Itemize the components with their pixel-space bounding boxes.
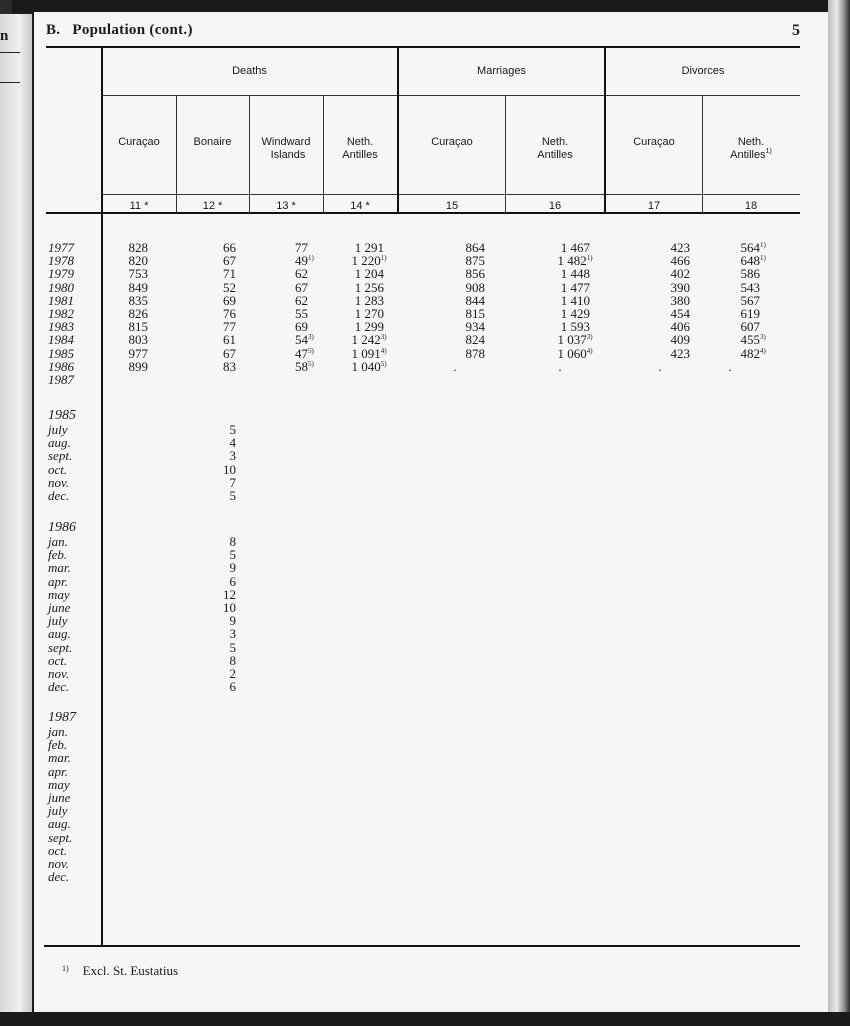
- table-cell: 71: [223, 266, 236, 282]
- table-cell: 878: [465, 345, 485, 361]
- row-period: apr.: [48, 573, 68, 589]
- table-cell: 67: [295, 279, 308, 295]
- footnote-marker: 1): [760, 254, 766, 263]
- table-cell: 1 283: [354, 292, 384, 308]
- table-cell: 753: [128, 266, 148, 282]
- footnote-marker: 5): [308, 359, 314, 368]
- table-cell: 3: [229, 626, 236, 642]
- previous-page-fragment: n: [0, 28, 9, 44]
- table-cell: 1 299: [354, 319, 384, 335]
- table-cell: 12: [223, 586, 236, 602]
- table-cell: 864: [465, 240, 485, 255]
- section-letter: B.: [46, 22, 61, 38]
- table-cell: 77: [223, 319, 236, 335]
- table-cell: 977: [128, 345, 148, 361]
- table-cell: 55: [295, 306, 308, 321]
- table-cell: .: [658, 358, 662, 374]
- row-period: feb.: [48, 737, 68, 753]
- table-cell: 54$^{3)}$: [295, 332, 314, 348]
- table-cell: 1 204: [354, 266, 384, 282]
- row-period: apr.: [48, 763, 68, 779]
- table-cell: 5: [229, 639, 236, 655]
- table-cell: 1 091$^{4)}$: [351, 345, 387, 361]
- footnote-marker: 1): [586, 254, 593, 263]
- footnote-mark: 1): [62, 964, 69, 973]
- footnote-marker: 4): [586, 346, 593, 355]
- row-period: dec.: [48, 679, 70, 695]
- subheader-rule: [102, 95, 800, 96]
- row-period: june: [48, 790, 71, 805]
- table-cell: 1 448: [560, 266, 590, 282]
- table-cell: 8: [229, 534, 236, 549]
- table-cell: 406: [670, 319, 690, 335]
- header-bottom-rule: [46, 212, 800, 214]
- table-cell: 454: [670, 306, 690, 321]
- row-period: nov.: [48, 856, 70, 871]
- table-cell: 844: [465, 292, 485, 308]
- table-cell: .: [453, 358, 457, 374]
- column-number: 18: [744, 200, 758, 212]
- row-period: 1984: [48, 332, 74, 348]
- table-cell: 1 482$^{1)}$: [557, 253, 593, 269]
- column-number: 11 *: [129, 200, 149, 212]
- block-year: 1987: [48, 710, 76, 725]
- table-cell: 1 429: [560, 306, 590, 321]
- column-number: 14 *: [350, 200, 370, 212]
- table-cell: 47$^{5)}$: [295, 345, 314, 361]
- table-cell: 1 270: [354, 306, 384, 321]
- table-cell: 1 410: [560, 292, 590, 308]
- table-cell: 6: [229, 679, 236, 695]
- table-cell: 826: [128, 306, 148, 321]
- scan-bottom-edge: [0, 1012, 850, 1026]
- table-cell: 803: [128, 332, 148, 348]
- footnote-marker: 1): [765, 148, 772, 155]
- row-period: 1987: [48, 372, 74, 387]
- table-cell: 835: [128, 292, 148, 308]
- table-cell: 390: [670, 279, 690, 295]
- column-header-divorces-curacao: Curaçao: [633, 136, 675, 148]
- document-page: [34, 12, 828, 1012]
- table-cell: 1 291: [354, 240, 384, 255]
- table-cell: 5: [229, 547, 236, 563]
- row-period: may: [48, 776, 70, 792]
- row-period: june: [48, 600, 71, 615]
- table-cell: 5: [229, 488, 236, 503]
- row-period: sept.: [48, 448, 73, 464]
- table-cell: 1 256: [354, 279, 384, 295]
- table-cell: 1 477: [560, 279, 590, 295]
- table-cell: 69: [223, 292, 236, 308]
- table-cell: 9: [229, 560, 236, 576]
- column-header-deaths-neth-antilles: Neth. Antilles: [342, 136, 378, 161]
- row-period: aug.: [48, 816, 71, 832]
- block-year: 1986: [48, 520, 76, 535]
- footnote-marker: 5): [380, 359, 387, 368]
- row-period: dec.: [48, 869, 70, 885]
- table-cell: 482$^{4)}$: [740, 345, 766, 361]
- table-cell: 856: [465, 266, 485, 282]
- table-cell: 828: [128, 240, 148, 255]
- table-cell: 1 040$^{5)}$: [351, 358, 387, 374]
- table-cell: 1 037$^{3)}$: [557, 332, 593, 348]
- footnote: [62, 963, 178, 979]
- table-cell: 52: [223, 279, 236, 295]
- row-period: 1983: [48, 319, 74, 335]
- scan-top-edge: [0, 0, 850, 12]
- column-header-deaths-curacao: Curaçao: [118, 136, 160, 148]
- row-period: 1986: [48, 358, 74, 374]
- table-cell: 899: [128, 358, 148, 374]
- table-cell: 409: [670, 332, 690, 348]
- table-cell: 466: [670, 253, 690, 269]
- footnote-marker: 5): [308, 346, 314, 355]
- table-cell: 1 467: [560, 240, 590, 255]
- row-period: july: [48, 803, 68, 819]
- footnote-marker: 1): [380, 254, 387, 263]
- section-title: Population (cont.): [72, 22, 193, 38]
- footnote-text: Excl. St. Eustatius: [82, 963, 179, 978]
- table-cell: 10: [223, 600, 236, 615]
- table-cell: 380: [670, 292, 690, 308]
- row-period: july: [48, 613, 68, 629]
- row-period: aug.: [48, 435, 71, 451]
- table-cell: 67: [223, 345, 236, 361]
- table-cell: 824: [465, 332, 485, 348]
- table-cell: .: [558, 358, 562, 374]
- column-number: 15: [445, 200, 459, 212]
- table-cell: 3: [229, 448, 236, 464]
- block-year: 1985: [48, 408, 76, 423]
- table-cell: 5: [229, 422, 236, 437]
- row-period: july: [48, 422, 68, 437]
- table-cell: 423: [670, 240, 690, 255]
- row-period: 1982: [48, 306, 74, 321]
- table-cell: 815: [128, 319, 148, 335]
- table-cell: 1 593: [560, 319, 590, 335]
- table-cell: 8: [229, 652, 236, 668]
- table-cell: 10: [223, 461, 236, 477]
- table-cell: 564$^{1)}$: [740, 240, 766, 255]
- row-period: 1978: [48, 253, 74, 269]
- table-top-rule: [46, 46, 800, 48]
- column-header-deaths-windward: Windward Islands: [261, 136, 311, 161]
- footnote-marker: 4): [380, 346, 387, 355]
- table-cell: 76: [223, 306, 236, 321]
- footnote-marker: 1): [760, 241, 766, 249]
- row-period: aug.: [48, 626, 71, 642]
- footnote-marker: 3): [586, 333, 593, 342]
- footnote-marker: 3): [308, 333, 314, 342]
- row-period: nov.: [48, 474, 70, 490]
- table-cell: 61: [223, 332, 236, 348]
- previous-page-rule: [0, 82, 20, 83]
- table-cell: 455$^{3)}$: [740, 332, 766, 348]
- column-divider: [176, 95, 177, 213]
- table-cell: 9: [229, 613, 236, 629]
- row-period: nov.: [48, 666, 70, 681]
- previous-page-margin: [0, 14, 32, 1014]
- row-period: oct.: [48, 842, 68, 858]
- row-period: jan.: [48, 724, 68, 739]
- footnote-marker: 4): [760, 346, 766, 355]
- row-period: 1979: [48, 266, 74, 282]
- table-cell: 849: [128, 279, 148, 295]
- table-cell: .: [728, 358, 732, 374]
- row-period: feb.: [48, 547, 68, 563]
- column-number: 12 *: [202, 200, 223, 212]
- table-bottom-rule: [44, 945, 800, 947]
- column-number: 13 *: [276, 200, 296, 212]
- table-cell: 66: [223, 240, 236, 255]
- group-header-deaths: Deaths: [232, 65, 267, 77]
- table-cell: 607: [740, 319, 760, 335]
- column-number: 17: [647, 200, 661, 212]
- column-header-marriages-neth-antilles: Neth. Antilles: [537, 136, 573, 161]
- table-cell: 49$^{1)}$: [295, 253, 314, 269]
- table-cell: 69: [295, 319, 308, 335]
- group-header-divorces: Divorces: [681, 65, 725, 77]
- table-cell: 934: [465, 319, 485, 335]
- table-cell: 1 242$^{3)}$: [351, 332, 387, 348]
- column-header-marriages-curacao: Curaçao: [431, 136, 473, 148]
- column-number-rule: [102, 194, 800, 195]
- table-cell: 619: [740, 306, 760, 321]
- row-period: oct.: [48, 461, 68, 477]
- row-period: sept.: [48, 829, 73, 845]
- table-cell: 567: [740, 292, 760, 308]
- row-period: may: [48, 586, 70, 602]
- table-cell: 1 060$^{4)}$: [557, 345, 593, 361]
- column-header-divorces-neth-antilles: Neth. Antilles$^{1)}$: [730, 136, 772, 161]
- table-cell: 586: [740, 266, 760, 282]
- table-cell: 62: [295, 266, 308, 282]
- table-cell: 6: [229, 573, 236, 589]
- table-cell: 908: [465, 279, 485, 295]
- table-cell: 648$^{1)}$: [740, 253, 766, 269]
- table-cell: 820: [128, 253, 148, 269]
- column-header-deaths-bonaire: Bonaire: [193, 136, 232, 148]
- row-period: mar.: [48, 750, 71, 766]
- row-period: sept.: [48, 639, 73, 655]
- table-cell: 543: [740, 279, 760, 295]
- row-period: 1980: [48, 279, 74, 295]
- scan-right-edge: [828, 0, 850, 1026]
- table-cell: 4: [229, 435, 236, 451]
- table-cell: 62: [295, 292, 308, 308]
- footnote-marker: 3): [760, 333, 766, 342]
- group-header-marriages: Marriages: [477, 65, 526, 77]
- page-title: [46, 22, 193, 39]
- footnote-marker: 1): [308, 254, 314, 263]
- table-cell: 815: [465, 306, 485, 321]
- table-cell: 875: [465, 253, 485, 269]
- table-cell: 423: [670, 345, 690, 361]
- row-period: oct.: [48, 652, 68, 668]
- row-period: 1981: [48, 292, 74, 308]
- table-cell: 402: [670, 266, 690, 282]
- table-cell: 1 220$^{1)}$: [351, 253, 387, 269]
- row-period: mar.: [48, 560, 71, 576]
- table-cell: 67: [223, 253, 236, 269]
- row-period: dec.: [48, 488, 70, 503]
- row-period: 1985: [48, 345, 74, 361]
- previous-page-rule: [0, 52, 20, 53]
- stub-divider: [101, 46, 103, 946]
- table-cell: 7: [229, 474, 236, 490]
- table-cell: 77: [295, 240, 308, 255]
- page-number: 5: [792, 22, 800, 39]
- row-period: jan.: [48, 534, 68, 549]
- table-cell: 83: [223, 358, 236, 374]
- table-cell: 58$^{5)}$: [295, 358, 314, 374]
- footnote-marker: 3): [380, 333, 387, 342]
- row-period: 1977: [48, 240, 74, 255]
- column-number: 16: [548, 200, 562, 212]
- table-cell: 2: [229, 666, 236, 681]
